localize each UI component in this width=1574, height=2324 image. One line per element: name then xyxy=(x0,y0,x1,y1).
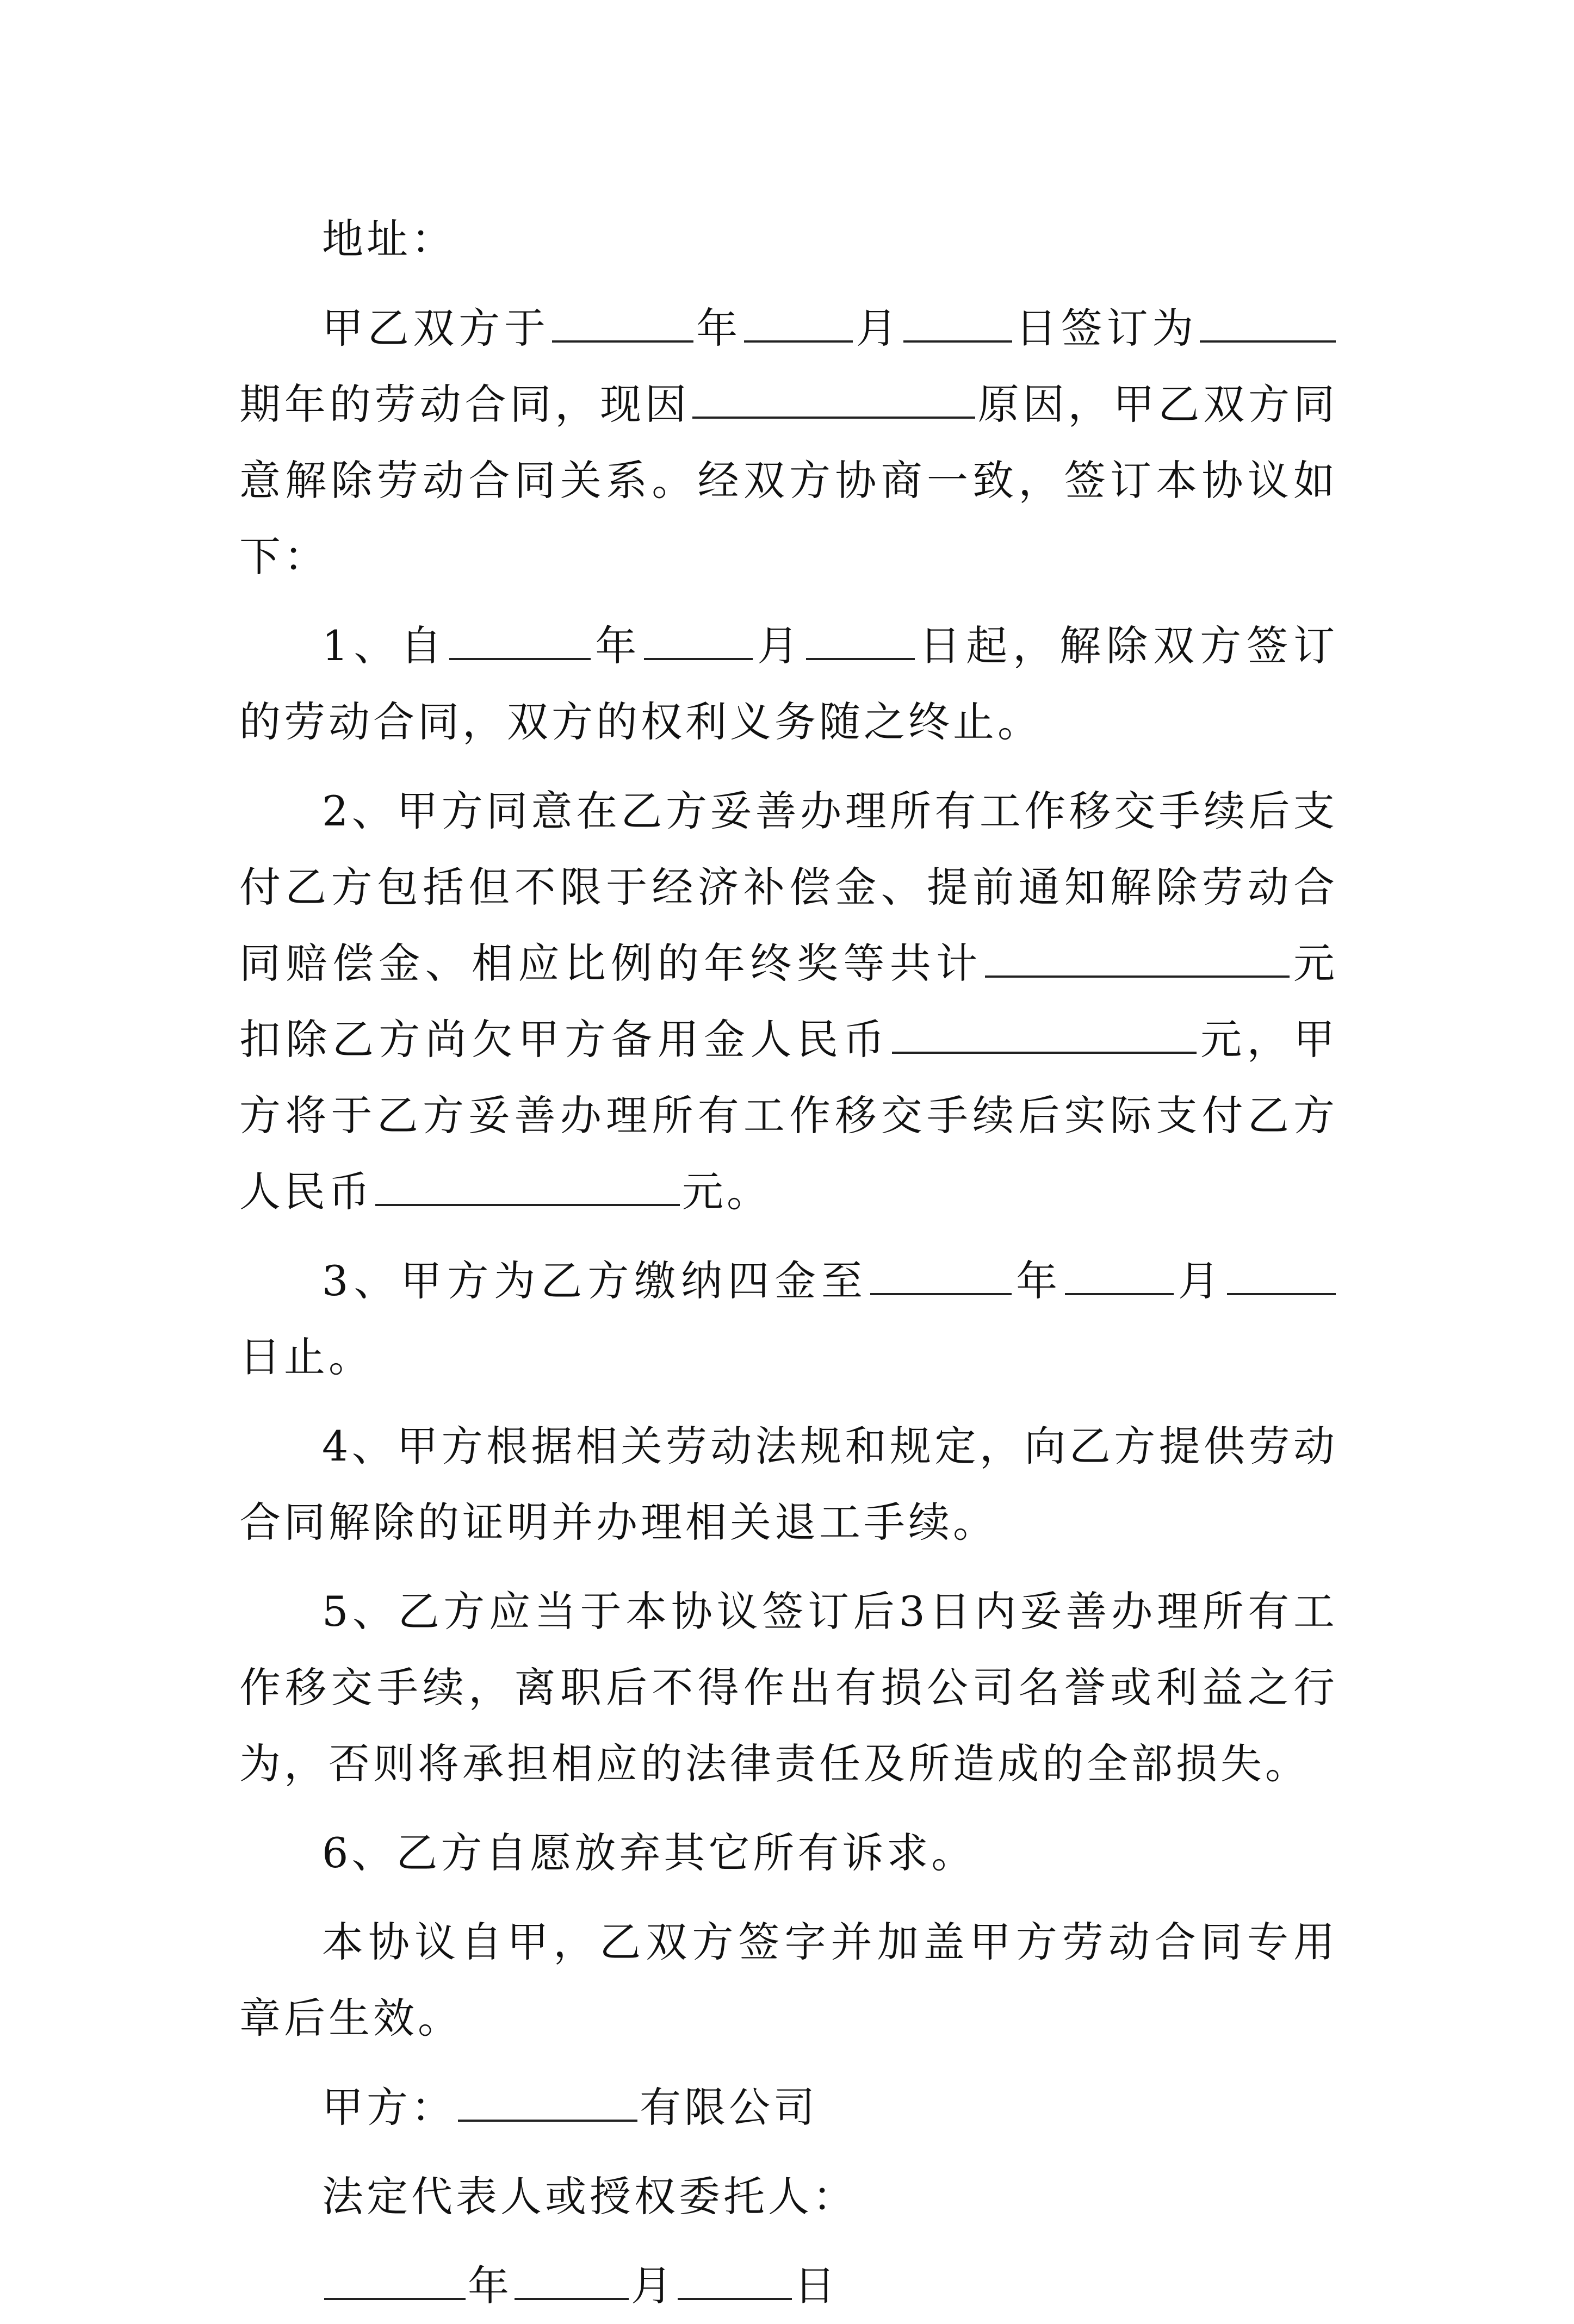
intro-text-5: 期年的劳动合同，现因 xyxy=(239,380,690,428)
clause-6-text: 6、乙方自愿放弃其它所有诉求。 xyxy=(322,1829,976,1877)
termination-month-blank xyxy=(644,623,753,660)
clause-3-text-1: 3、甲方为乙方缴纳四金至 xyxy=(322,1257,869,1305)
petty-cash-blank xyxy=(892,1017,1197,1054)
clause-2-text-3: 元，甲方将于乙方妥善办理所有工作移交手续后实际支付乙方人民币 xyxy=(239,1015,1338,1216)
clause-4-text: 4、甲方根据相关劳动法规和规定，向乙方提供劳动合同解除的证明并办理相关退工手续。 xyxy=(239,1422,1338,1546)
intro-month-label: 月 xyxy=(855,304,902,352)
intro-year-label: 年 xyxy=(695,304,742,352)
clause-1-text-1: 1、自 xyxy=(322,622,448,670)
address-label: 地址： xyxy=(322,215,456,263)
representative-label: 法定代表人或授权委托人： xyxy=(322,2172,857,2221)
signing-month-blank xyxy=(515,2263,629,2300)
sign-day-blank xyxy=(903,306,1012,343)
effective-clause xyxy=(239,1904,1338,2056)
clause-2 xyxy=(239,773,1338,1230)
clause-3 xyxy=(239,1243,1338,1395)
clause-3-month-label: 月 xyxy=(1176,1257,1225,1305)
clause-6 xyxy=(239,1815,1338,1891)
clause-1-year-label: 年 xyxy=(593,622,642,670)
party-a-suffix: 有限公司 xyxy=(640,2083,818,2132)
sign-month-blank xyxy=(744,306,853,343)
clause-3-year-label: 年 xyxy=(1014,1257,1063,1305)
intro-text-6: 原因，甲乙双方同意解除劳动合同关系。经双方协商一致，签订本协议如下： xyxy=(239,380,1338,581)
insurance-year-blank xyxy=(870,1258,1012,1295)
actual-payment-blank xyxy=(375,1169,680,1206)
representative-line xyxy=(239,2159,1338,2235)
sign-year-blank xyxy=(552,306,693,343)
clause-1-month-label: 月 xyxy=(755,622,804,670)
clause-2-text-2: 元扣除乙方尚欠甲方备用金人民币 xyxy=(239,939,1338,1064)
address-line xyxy=(239,201,1338,277)
clause-4 xyxy=(239,1408,1338,1561)
intro-text-4: 日签订为 xyxy=(1014,304,1198,352)
clause-5 xyxy=(239,1574,1338,1802)
termination-day-blank xyxy=(806,623,915,660)
termination-year-blank xyxy=(449,623,591,660)
party-a-label: 甲方： xyxy=(322,2083,456,2132)
signing-year-blank xyxy=(324,2263,466,2300)
effective-text: 本协议自甲，乙双方签字并加盖甲方劳动合同专用章后生效。 xyxy=(239,1918,1338,2042)
intro-text-1: 甲乙双方于 xyxy=(322,304,550,352)
agreement-body xyxy=(239,201,1338,2324)
signing-day-blank xyxy=(678,2263,792,2300)
clause-5-text: 5、乙方应当于本协议签订后3日内妥善办理所有工作移交手续，离职后不得作出有损公司名誉或利益之行为，否则将承担相应的法律责任及所造成的全部损失。 xyxy=(239,1587,1338,1788)
clause-2-text-1: 2、甲方同意在乙方妥善办理所有工作移交手续后支付乙方包括但不限于经济补偿金、提前通知解除劳动合同赔偿金、相应比例的年终奖等共计 xyxy=(239,787,1338,987)
clause-1 xyxy=(239,608,1338,760)
total-amount-blank xyxy=(985,941,1290,978)
term-blank xyxy=(1200,306,1336,343)
party-a-line xyxy=(239,2070,1338,2146)
insurance-month-blank xyxy=(1065,1258,1174,1295)
intro-paragraph xyxy=(239,290,1338,595)
clause-3-text-4: 日止。 xyxy=(239,1333,373,1381)
reason-blank xyxy=(692,382,975,419)
signing-day-label: 日 xyxy=(794,2261,839,2310)
company-name-blank xyxy=(458,2085,637,2122)
insurance-day-blank xyxy=(1227,1258,1336,1295)
clause-2-text-4: 元。 xyxy=(682,1167,771,1216)
signing-date-line xyxy=(239,2248,1338,2324)
clause-1-text-4: 日起，解除双方签订的劳动合同，双方的权利义务随之终止。 xyxy=(239,622,1338,746)
signing-month-label: 月 xyxy=(631,2261,676,2310)
signing-year-label: 年 xyxy=(468,2261,512,2310)
